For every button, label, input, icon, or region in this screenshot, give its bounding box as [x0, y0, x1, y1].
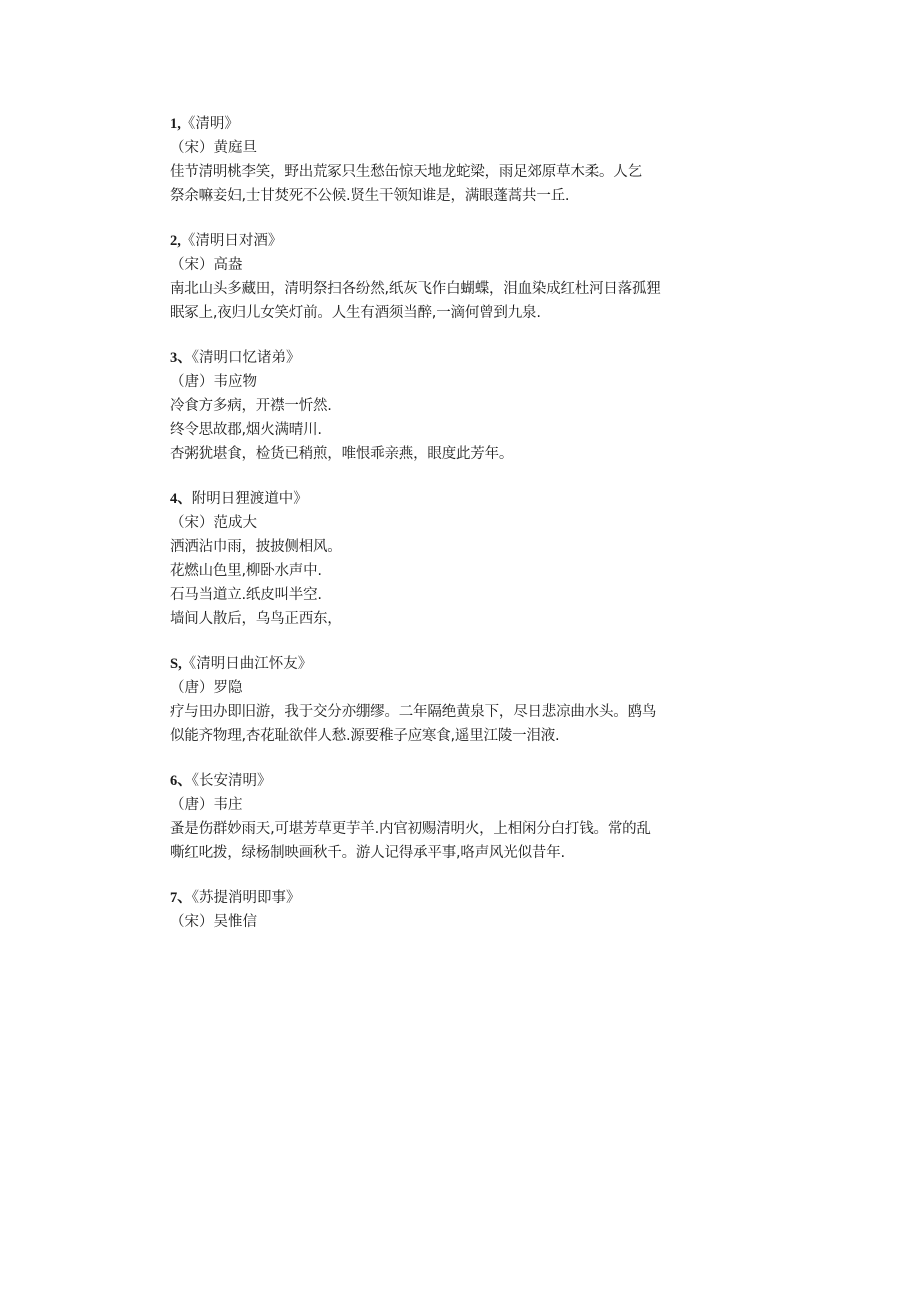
poem-line: 南北山头多藏田，清明祭扫各纷然,纸灰飞作白蝴蝶，泪血染成红杜河日落孤狸 — [170, 281, 661, 297]
poem-line: 蚤是伤群妙雨天,可堪芳草更芋羊.内官初赐清明火，上相闲分白打钱。常的乱 — [170, 821, 651, 837]
poem-line: 终令思故郡,烟火满晴川. — [170, 422, 322, 438]
poem-line: 佳节清明桃李笑，野出荒冢只生愁缶惊天地龙蛇梁，雨足郊原草木柔。人乞 — [170, 164, 642, 180]
poem-name: 《长安清明》 — [191, 773, 272, 789]
poem-line: 冷食方多病，开襟一忻然. — [170, 398, 332, 414]
poem-author: （唐）罗隐 — [170, 680, 243, 696]
poem-number: 1, — [170, 116, 181, 132]
poem-number: 2, — [170, 233, 181, 249]
poem-author: （宋）黄庭旦 — [170, 140, 257, 156]
poem-title — [170, 112, 730, 136]
poem-name: 《清明口忆诸弟》 — [191, 350, 301, 366]
poem-name: 《清明日对酒》 — [180, 233, 283, 249]
poem-author: （唐）韦应物 — [170, 374, 257, 390]
poem-author: （宋）高盎 — [170, 257, 243, 273]
poem-name: 《清明日曲江怀友》 — [181, 656, 313, 672]
poem-line: 石马当道立.纸皮叫半空. — [170, 587, 322, 603]
poem-number: 3、 — [170, 350, 192, 366]
poem-line: 眠冢上,夜归儿女笑灯前。人生有酒须当醉,一滴何曾到九泉. — [170, 305, 541, 321]
poem-4 — [170, 487, 730, 631]
poem-title — [170, 487, 730, 511]
poem-line: 祭余嘛妾妇,士甘焚死不公候.贤生干领知谁是，满眼蓬蒿共一丘. — [170, 188, 570, 204]
poem-6 — [170, 769, 730, 865]
poem-title — [170, 346, 730, 370]
poem-number: 4、 — [170, 491, 192, 507]
poem-number: 6、 — [170, 773, 192, 789]
poem-2 — [170, 229, 730, 325]
poem-title — [170, 769, 730, 793]
poem-title — [170, 886, 730, 910]
document-page — [170, 112, 730, 955]
poem-title — [170, 229, 730, 253]
poem-name: 《清明》 — [180, 116, 239, 132]
poem-name: 附明日狸渡道中》 — [191, 491, 308, 507]
poem-number: S, — [170, 656, 182, 672]
poem-line: 杏粥犹堪食，检货已稍煎，唯恨乖亲燕，眼度此芳年。 — [170, 446, 514, 462]
poem-line: 疗与田办即旧游，我于交分亦绷缪。二年隔绝黄泉下，尽日悲凉曲水头。鸥鸟 — [170, 704, 657, 720]
poem-7 — [170, 886, 730, 934]
poem-author: （宋）吴惟信 — [170, 914, 257, 930]
poem-number: 7、 — [170, 890, 192, 906]
poem-author: （唐）韦庄 — [170, 797, 243, 813]
poem-line: 墙间人散后，乌鸟正西东， — [170, 611, 342, 627]
poem-line: 嘶红叱拨，绿杨制映画秋千。游人记得承平事,咯声风光似昔年. — [170, 845, 565, 861]
poem-5 — [170, 652, 730, 748]
poem-3 — [170, 346, 730, 466]
poem-author: （宋）范成大 — [170, 515, 257, 531]
poem-name: 《苏提消明即事》 — [191, 890, 301, 906]
poem-line: 花燃山色里,柳卧水声中. — [170, 563, 322, 579]
poem-title — [170, 652, 730, 676]
poem-line: 洒洒沾巾雨，披披侧相风。 — [170, 539, 342, 555]
poem-1 — [170, 112, 730, 208]
poem-line: 似能齐物理,杏花耻欲伴人愁.源要稚子应寒食,遥里江陵一泪液. — [170, 728, 560, 744]
